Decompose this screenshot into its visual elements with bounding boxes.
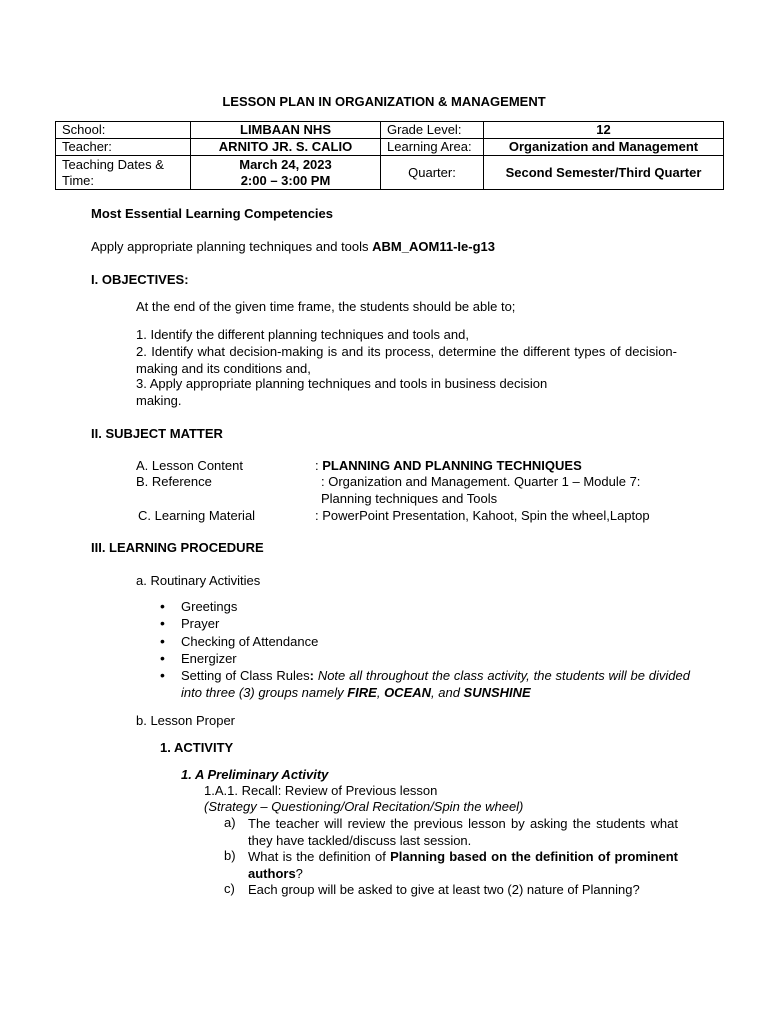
rules-note: Note all throughout the class activity, the students will be divided into three (3) groups namely [181,668,690,701]
list-item: • Prayer [160,615,690,632]
table-row [56,122,724,139]
list-item: • Energizer [160,650,690,667]
learning-area-value: Organization and Management [484,139,724,156]
reference-value-line-1: : Organization and Management. Quarter 1 – Module 7: [321,474,641,489]
reference-value-line-2: Planning techniques and Tools [321,491,498,506]
quarter-label: Quarter: [381,156,484,190]
school-value: LIMBAAN NHS [191,122,381,139]
document-title: LESSON PLAN IN ORGANIZATION & MANAGEMENT [222,94,546,109]
table-row [56,139,724,156]
grade-label: Grade Level: [381,122,484,139]
subject-matter-heading: II. SUBJECT MATTER [91,426,223,441]
dates-value [191,156,381,190]
quarter-value: Second Semester/Third Quarter [484,156,724,190]
lesson-proper: b. Lesson Proper [136,713,236,728]
separator: , and [431,685,464,701]
lesson-info-table [55,121,724,190]
letter-a: a) [224,815,236,830]
list-item: • Checking of Attendance [160,633,690,650]
dates-label-line-1: Teaching Dates & [62,156,164,172]
list-item-a [224,815,678,849]
group-ocean: OCEAN [384,685,432,701]
item-b-bold: Planning based on the definition of prominent authors [248,849,678,881]
dates-label-line-2: Time: [62,172,95,188]
teacher-label: Teacher: [56,139,191,156]
melc-code: ABM_AOM11-Ie-g13 [372,239,495,254]
melc-description: Apply appropriate planning techniques and tools [91,239,373,254]
group-fire: FIRE [347,685,377,701]
activity-heading: 1. ACTIVITY [160,740,234,755]
letter-c: c) [224,881,235,896]
objective-item-3-line-1: 3. Apply appropriate planning techniques and tools in business decision [136,376,548,391]
lesson-content-title: PLANNING AND PLANNING TECHNIQUES [322,458,582,473]
learning-area-label: Learning Area: [381,139,484,156]
routinary-list [160,598,690,702]
routinary-activities: a. Routinary Activities [136,573,261,588]
learning-material-value: : PowerPoint Presentation, Kahoot, Spin the wheel,Laptop [315,508,650,523]
list-item-class-rules [160,667,690,702]
item-b-end: ? [295,866,303,881]
item-a-text: The teacher will review the previous lesson by asking the students what they have tackled/discuss last session. [248,816,678,848]
rules-colon: : [309,668,318,684]
strategy-text: (Strategy – Questioning/Oral Recitation/Spin the wheel) [204,799,524,814]
item-b-text [248,848,678,882]
dates-value-line-2: 2:00 – 3:00 PM [240,172,331,188]
group-sunshine: SUNSHINE [463,685,531,701]
teacher-value: ARNITO JR. S. CALIO [191,139,381,156]
rules-label: Setting of Class Rules [181,668,310,684]
separator: , [376,685,385,701]
learning-material-label: C. Learning Material [138,508,256,523]
item-b-lead: What is the definition of [248,849,391,864]
grade-value: 12 [484,122,724,139]
colon: : [315,458,323,473]
letter-b: b) [224,848,236,863]
list-item: • Greetings [160,598,690,615]
lesson-content-label: A. Lesson Content [136,458,243,473]
dates-value-line-1: March 24, 2023 [239,156,332,172]
recall-text: 1.A.1. Recall: Review of Previous lesson [204,783,438,798]
melc-text [91,238,495,255]
item-c-text: Each group will be asked to give at least two (2) nature of Planning? [248,882,640,897]
objectives-intro: At the end of the given time frame, the students should be able to; [136,299,516,314]
learning-procedure-heading: III. LEARNING PROCEDURE [91,540,264,555]
dates-label [56,156,191,190]
lesson-content-value [315,457,582,474]
list-item-b [224,848,678,882]
objectives-heading: I. OBJECTIVES: [91,272,189,287]
reference-label: B. Reference [136,474,212,489]
table-row [56,156,724,190]
list-item-c [224,881,678,898]
school-label: School: [56,122,191,139]
preliminary-activity: 1. A Preliminary Activity [181,767,329,782]
melc-heading: Most Essential Learning Competencies [91,206,334,221]
objective-item-1: 1. Identify the different planning techniques and tools and, [136,327,469,342]
objective-item-3-line-2: making. [136,393,182,408]
objective-item-2: 2. Identify what decision-making is and its process, determine the different types of decision-making and its conditions and, [136,344,677,376]
